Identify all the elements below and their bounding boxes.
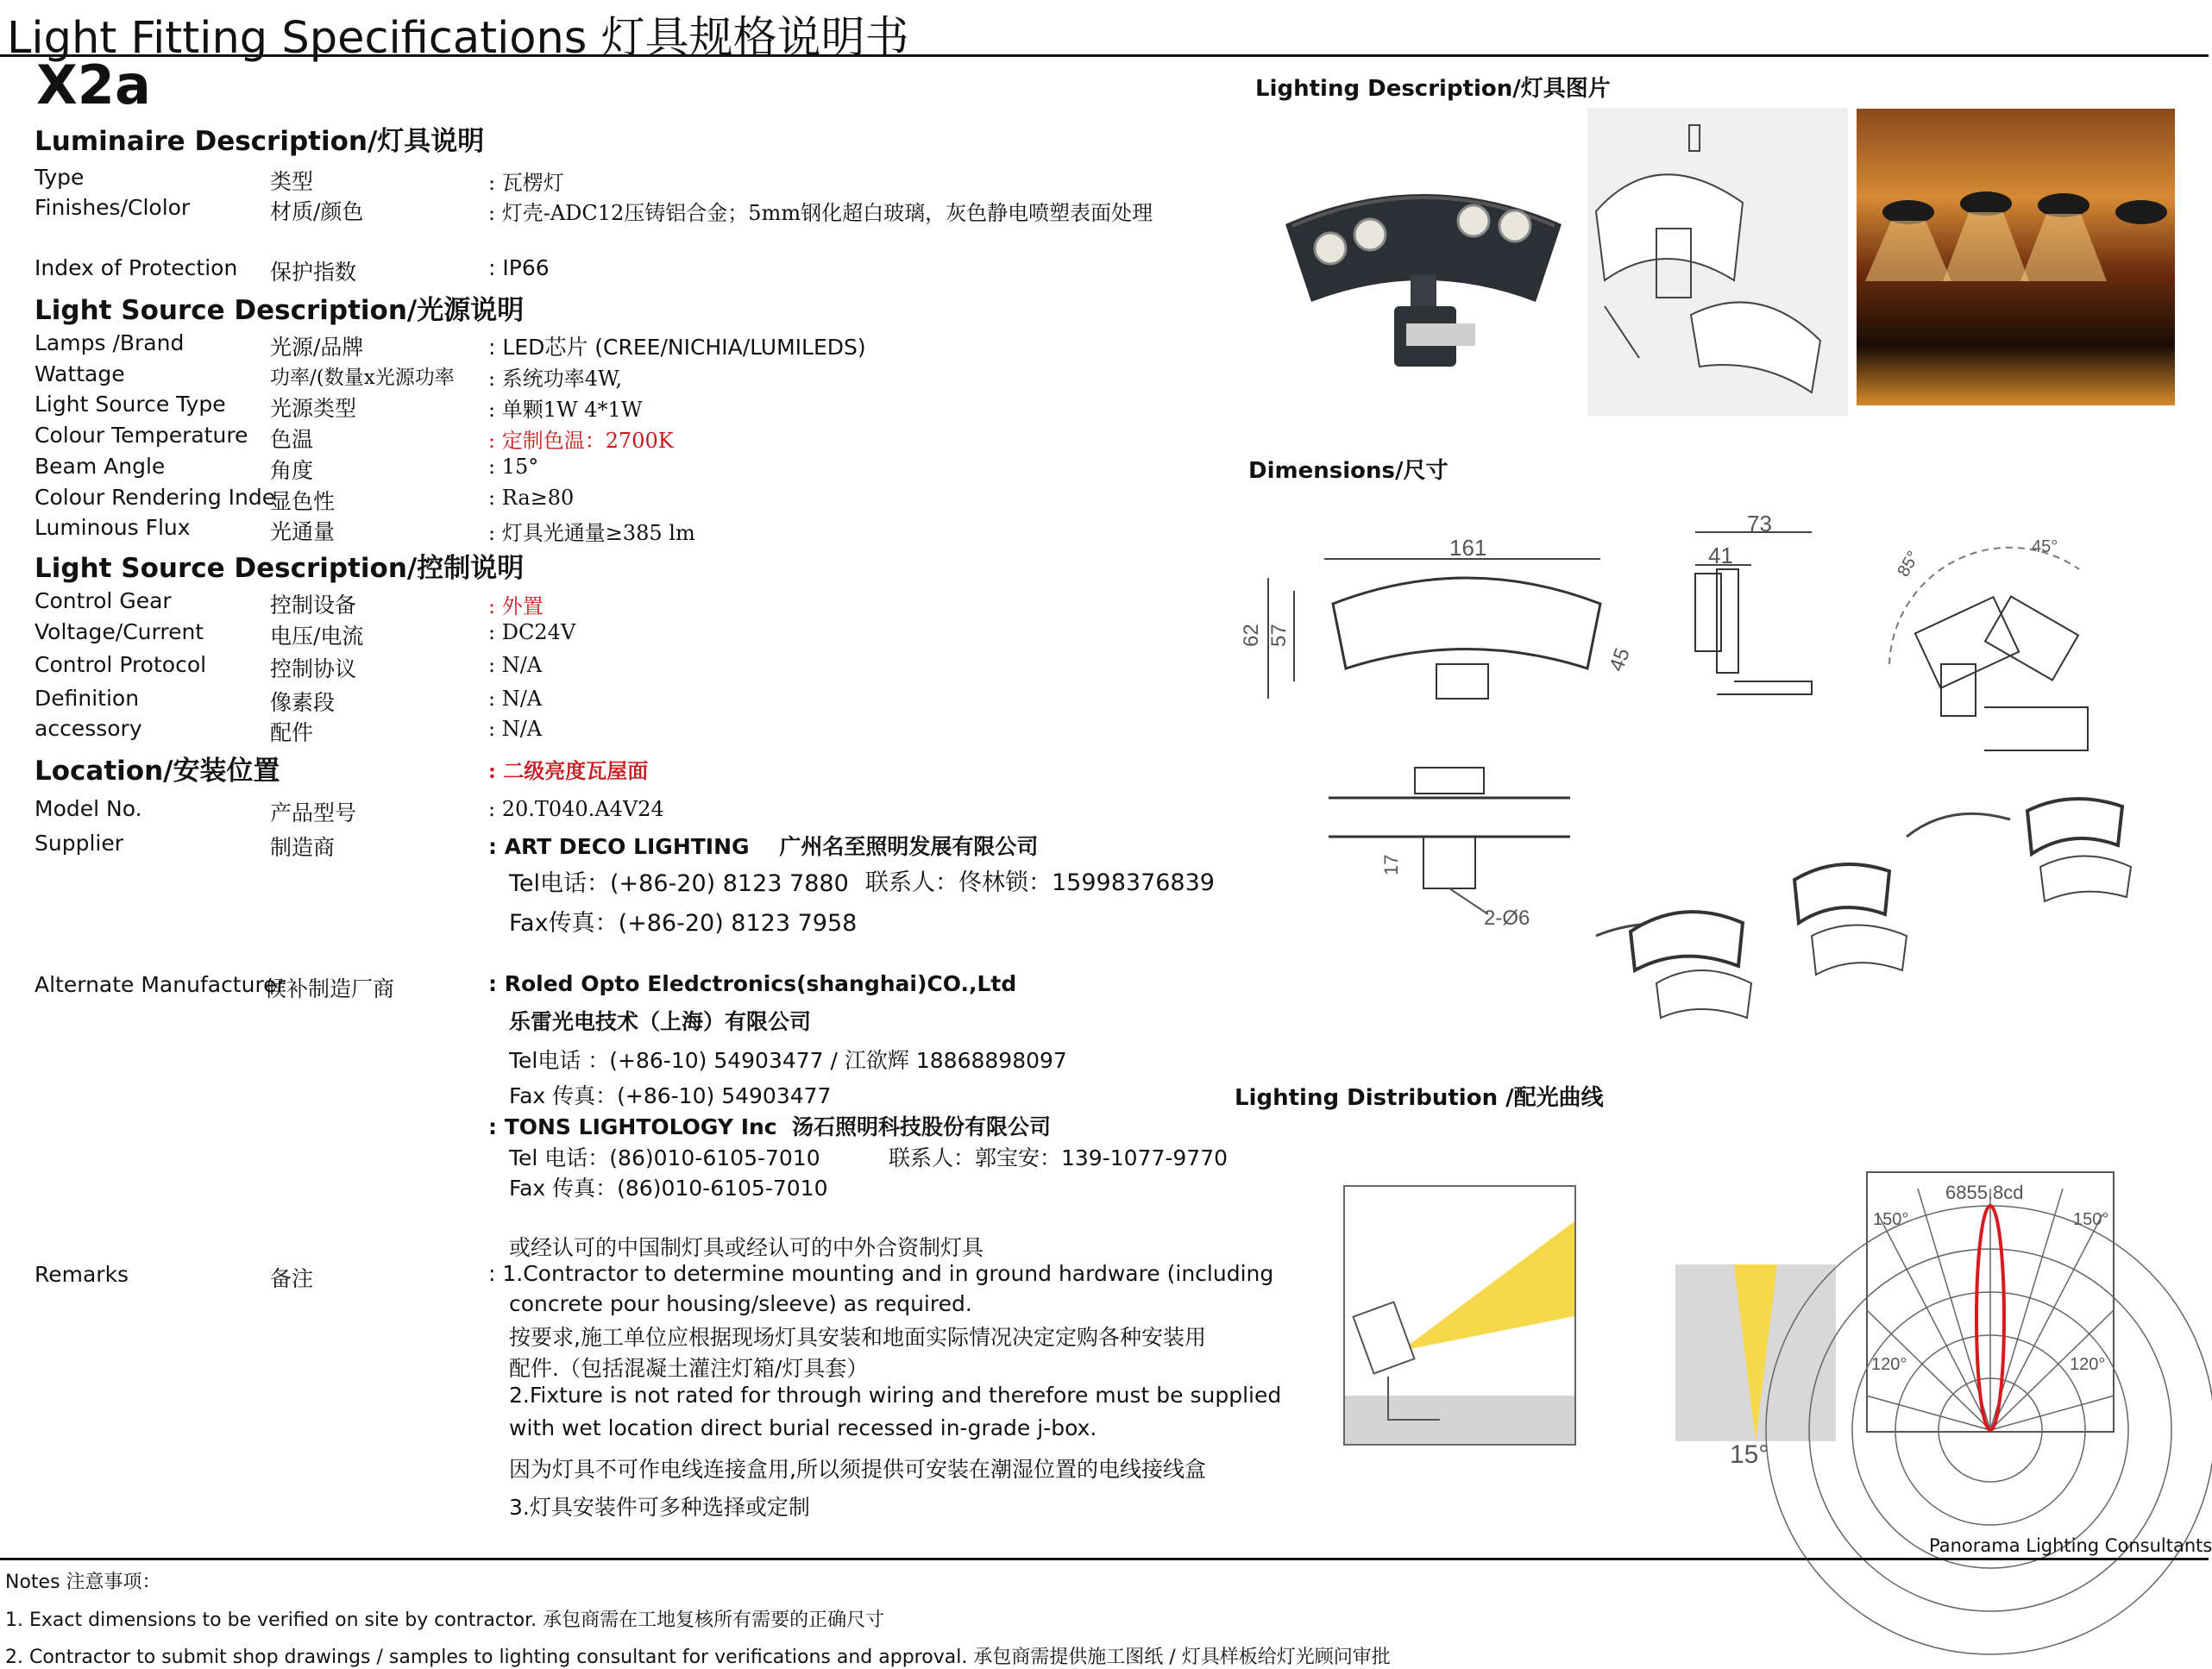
finish-value: : 灯壳-ADC12压铸铝合金；5mm钢化超白玻璃，灰色静电喷塑表面处理 (488, 201, 1153, 225)
flux-value: : 灯具光通量≥385 lm (488, 521, 695, 545)
remarks-label-cn: 备注 (270, 1266, 314, 1291)
dimensions-title: Dimensions/尺寸 (1248, 458, 1448, 484)
control-gear-label-cn: 控制设备 (270, 593, 357, 618)
beam-angle-label: 15° (1730, 1440, 1769, 1469)
voltage-value: : DC24V (488, 620, 576, 644)
colour-temp-label-cn: 色温 (270, 427, 314, 452)
source-type-value: : 单颗1W 4*1W (488, 398, 643, 422)
model-label-cn: 产品型号 (270, 800, 357, 825)
dim-side-width2-label: 41 (1708, 543, 1733, 568)
exploded-drawing (1587, 108, 1848, 416)
supplier-fax: Fax传真：(+86-20) 8123 7958 (509, 910, 858, 937)
ip-label-cn: 保护指数 (270, 260, 357, 285)
remarks-line-7: 因为灯具不可作电线连接盒用,所以须提供可安装在潮湿位置的电线接线盒 (509, 1457, 1206, 1482)
accessory-value: : N/A (488, 717, 543, 741)
exploded-drawing-lines (1587, 108, 1848, 416)
beam-angle-wedge (1675, 1264, 1836, 1441)
supplier-contact: 联系人：佟林锁：15998376839 (865, 869, 1215, 896)
voltage-label: Voltage/Current (35, 619, 204, 644)
polar-peak-label: 6855.8cd (1945, 1182, 2024, 1203)
light-source-heading: Light Source Description/光源说明 (35, 295, 525, 326)
wattage-label-cn: 功率/(数量x光源功率 (270, 367, 455, 389)
notes-title: Notes 注意事项： (5, 1572, 161, 1593)
angle-a-label: 85° (1894, 548, 1924, 580)
alt2-contact: 联系人：郭宝安：139-1077-9770 (889, 1145, 1229, 1170)
supplier-label: Supplier (35, 831, 124, 856)
screw-label: 2-Ø6 (1484, 907, 1530, 930)
remarks-line-3: 按要求,施工单位应根据现场灯具安装和地面实际情况决定定购各种安装用 (509, 1325, 1206, 1350)
source-type-label-cn: 光源类型 (270, 396, 357, 421)
dimension-side-view (1682, 513, 1820, 712)
remarks-line-4: 配件.（包括混凝土灌注灯箱/灯具套） (509, 1356, 869, 1381)
consultant-name: Panorama Lighting Consultants (1929, 1535, 2212, 1556)
fixture-code: X2a (36, 53, 151, 116)
lamps-label: Lamps /Brand (35, 330, 185, 355)
protocol-label-cn: 控制协议 (270, 656, 357, 681)
installation-photo-fixtures (1857, 109, 2175, 405)
installation-photo (1857, 109, 2175, 405)
chained-fixtures-drawing (1579, 759, 2140, 1052)
dim-depth-label: 45 (1605, 644, 1635, 675)
beam-angle-graphic (1675, 1264, 1836, 1441)
source-type-label: Light Source Type (35, 392, 226, 417)
lamps-label-cn: 光源/品牌 (270, 335, 364, 360)
bracket-dim-label: 17 (1380, 854, 1402, 875)
polar-angle-tr: 150° (2073, 1210, 2109, 1229)
protocol-label: Control Protocol (35, 652, 207, 677)
page-title: Light Fitting Specifications 灯具规格说明书 (7, 13, 909, 64)
picture-title: Lighting Description/灯具图片 (1255, 76, 1611, 102)
definition-label: Definition (35, 686, 140, 711)
finish-label-cn: 材质/颜色 (270, 199, 364, 224)
type-value: : 瓦楞灯 (488, 171, 564, 195)
cri-label-cn: 显色性 (270, 489, 336, 514)
cri-label: Colour Rendering Inde (35, 485, 276, 510)
dim-h1-label: 62 (1240, 624, 1263, 647)
alt2-name: : TONS LIGHTOLOGY Inc 汤石照明科技股份有限公司 (488, 1114, 1052, 1139)
model-value: : 20.T040.A4V24 (488, 797, 664, 821)
alt1-tel: Tel电话 ：(+86-10) 54903477 / 江欲辉 18868898097 (509, 1048, 1067, 1073)
type-label: Type (35, 165, 85, 190)
remarks-line-5: 2.Fixture is not rated for through wiring and therefore must be supplied (509, 1383, 1282, 1408)
distribution-title: Lighting Distribution /配光曲线 (1235, 1085, 1604, 1111)
remarks-line-0: 或经认可的中国制灯具或经认可的中外合资制灯具 (509, 1235, 984, 1260)
ip-value: : IP66 (488, 255, 550, 280)
polar-angle-br: 120° (2070, 1355, 2106, 1374)
colour-temp-value: : 定制色温：2700K (488, 429, 674, 453)
control-gear-value: : 外置 (488, 594, 544, 618)
protocol-value: : N/A (488, 653, 543, 677)
model-label: Model No. (35, 796, 142, 821)
remarks-line-1: : 1.Contractor to determine mounting and in ground hardware (including (488, 1261, 1274, 1286)
accessory-label: accessory (35, 716, 142, 741)
dim-width-label: 161 (1449, 535, 1487, 561)
supplier-label-cn: 制造商 (270, 835, 336, 860)
flux-label-cn: 光通量 (270, 519, 336, 544)
header-rule (0, 54, 2209, 57)
dim-h2-label: 57 (1267, 624, 1291, 647)
angle-b-label: 45° (2032, 537, 2058, 556)
alternate-label-cn: 候补制造厂商 (265, 976, 395, 1001)
cri-value: : Ra≥80 (488, 486, 575, 510)
alt1-fax: Fax 传真：(+86-10) 54903477 (509, 1083, 832, 1108)
finish-label: Finishes/Clolor (35, 195, 191, 220)
alt1-name: : Roled Opto Eledctronics(shanghai)CO.,Ltd (488, 971, 1017, 996)
control-heading: Light Source Description/控制说明 (35, 553, 525, 584)
definition-value: : N/A (488, 687, 543, 711)
definition-label-cn: 像素段 (270, 690, 336, 715)
polar-angle-tl: 150° (1873, 1210, 1909, 1229)
dimension-rotation-view (1872, 518, 2114, 759)
polar-diagram (1866, 1171, 2115, 1433)
alt1-name-cn: 乐雷光电技术（上海）有限公司 (509, 1009, 812, 1034)
flux-label: Luminous Flux (35, 515, 191, 540)
note-1: 1. Exact dimensions to be verified on site by contractor. 承包商需在工地复核所有需要的正确尺寸 (5, 1609, 885, 1631)
dimension-front-view (1242, 518, 1639, 716)
fixture-photo (1277, 173, 1570, 397)
beam-angle-label: Beam Angle (35, 454, 166, 479)
lamps-value: : LED芯片 (CREE/NICHIA/LUMILEDS) (488, 335, 866, 360)
wattage-label: Wattage (35, 361, 125, 386)
alt2-fax: Fax 传真：(86)010-6105-7010 (509, 1176, 828, 1201)
ip-label: Index of Protection (35, 255, 238, 280)
remarks-label: Remarks (35, 1262, 129, 1287)
supplier-name: : ART DECO LIGHTING 广州名至照明发展有限公司 (488, 834, 1039, 859)
wattage-value: : 系统功率4W, (488, 367, 623, 391)
beam-cone (1345, 1187, 1574, 1444)
accessory-label-cn: 配件 (270, 720, 314, 745)
remarks-line-6: with wet location direct burial recessed in-grade j-box. (509, 1415, 1097, 1440)
beam-illustration (1343, 1185, 1576, 1446)
location-heading: Location/安装位置 (35, 756, 280, 787)
luminaire-heading: Luminaire Description/灯具说明 (35, 126, 485, 157)
bracket-detail (1320, 759, 1579, 932)
voltage-label-cn: 电压/电流 (270, 624, 364, 649)
footer-rule (0, 1558, 2209, 1560)
colour-temp-label: Colour Temperature (35, 423, 248, 448)
beam-angle-value: : 15° (488, 455, 539, 479)
control-gear-label: Control Gear (35, 588, 172, 613)
note-2: 2. Contractor to submit shop drawings / samples to lighting consultant for verifications and approval. 承包商需提供施工图纸 / 灯具样板给灯光顾问审批 (5, 1647, 1391, 1668)
alt2-tel: Tel 电话：(86)010-6105-7010 (509, 1145, 820, 1170)
remarks-line-8: 3.灯具安装件可多种选择或定制 (509, 1495, 810, 1520)
beam-angle-label-cn: 角度 (270, 458, 314, 483)
remarks-line-2: concrete pour housing/sleeve) as required. (509, 1291, 972, 1316)
dim-side-width-label: 73 (1747, 511, 1772, 536)
supplier-tel: Tel电话：(+86-20) 8123 7880 (509, 870, 849, 897)
alternate-label: Alternate Manufacturer (35, 972, 286, 997)
polar-angle-bl: 120° (1871, 1355, 1907, 1374)
location-value: : 二级亮度瓦屋面 (488, 758, 649, 783)
type-label-cn: 类型 (270, 169, 314, 194)
